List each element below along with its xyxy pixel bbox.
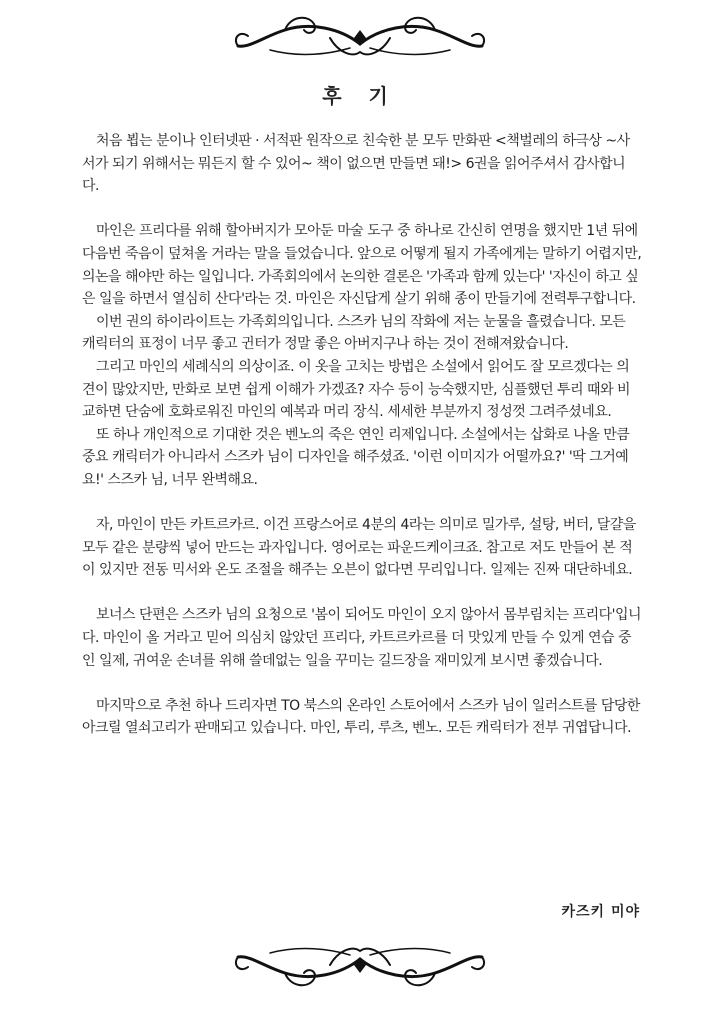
paragraph-lise: 또 하나 개인적으로 기대한 것은 벤노의 죽은 연인 리제입니다. 소설에서는 삽화로 나올 만큼 중요 캐릭터가 아니라서 스즈카 님이 디자인을 해주셨죠. '이런 이미지가 어떨까요?' '딱 그거예요!' 스즈카 님, 너무 완벽해요. bbox=[82, 426, 630, 488]
afterword-body bbox=[82, 130, 642, 740]
decorative-flourish-top bbox=[230, 8, 490, 68]
paragraph-family-meeting: 마인은 프리다를 위해 할아버지가 모아둔 마술 도구 중 하나로 간신히 연명을 했지만 1년 뒤에 다음번 죽음이 덮쳐올 거라는 말을 들었습니다. 앞으로 어떻게 될지 가족에게는 말하기 어렵지만, 의논을 해야만 하는 일입니다. 가족회의에서 논의한 결론은 '가족과 함께 있는다' '자신이 하고 싶은 일을 하면서 열심히 산다'라는 것. 마인은 자신답게 살기 위해 종이 만들기에 전력투구합니다. bbox=[82, 223, 642, 308]
page-title: 후 기 bbox=[322, 84, 398, 108]
paragraph-highlight: 이번 권의 하이라이트는 가족회의입니다. 스즈카 님의 작화에 저는 눈물을 흘렸습니다. 모든 캐릭터의 표정이 너무 좋고 귄터가 정말 좋은 아버지구나 하는 것이 전해져왔습니다. bbox=[82, 313, 626, 353]
paragraph-quatre-quarts: 자, 마인이 만든 카트르카르. 이건 프랑스어로 4분의 4라는 의미로 밀가루, 설탕, 버터, 달걀을 모두 같은 분량씩 넣어 만드는 과자입니다. 영어로는 파운드케이크죠. 참고로 저도 만들어 본 적이 있지만 전동 믹서와 온도 조절을 해주는 오븐이 없다면 무리입니다. 일제는 진짜 대단하네요. bbox=[82, 517, 636, 579]
paragraph-baptism-outfit: 그리고 마인의 세례식의 의상이죠. 이 옷을 고치는 방법은 소설에서 읽어도 잘 모르겠다는 의견이 많았지만, 만화로 보면 쉽게 이해가 가겠죠? 자수 등이 능숙했지만, 심플했던 투리 때와 비교하면 단숨에 호화로워진 마인의 예복과 머리 장식. 세세한 부분까지 정성껏 그려주셨네요. bbox=[82, 358, 631, 421]
paragraph-bonus-story: 보너스 단편은 스즈카 님의 요청으로 '봄이 되어도 마인이 오지 않아서 몸부림치는 프리다'입니다. 마인이 올 거라고 믿어 의심치 않았던 프리다, 카트르카르를 더 맛있게 만들 수 있게 연습 중인 일제, 귀여운 손녀를 위해 쓸데없는 일을 꾸미는 길드장을 재미있게 보시면 좋겠습니다. bbox=[82, 607, 642, 669]
author-signature: 카즈키 미야 bbox=[561, 904, 640, 920]
paragraph-greeting: 처음 뵙는 분이나 인터넷판 · 서적판 원작으로 친숙한 분 모두 만화판 <책벌레의 하극상 ~사서가 되기 위해서는 뭐든지 할 수 있어~ 책이 없으면 만들면 돼!> 6권을 읽어주셔서 감사합니다. bbox=[82, 133, 630, 195]
paragraph-recommendation: 마지막으로 추천 하나 드리자면 TO 북스의 온라인 스토어에서 스즈카 님이 일러스트를 담당한 아크릴 열쇠고리가 판매되고 있습니다. 마인, 투리, 루츠, 벤노. 모든 캐릭터가 전부 귀엽답니다. bbox=[82, 697, 640, 737]
decorative-flourish-bottom bbox=[230, 935, 490, 995]
